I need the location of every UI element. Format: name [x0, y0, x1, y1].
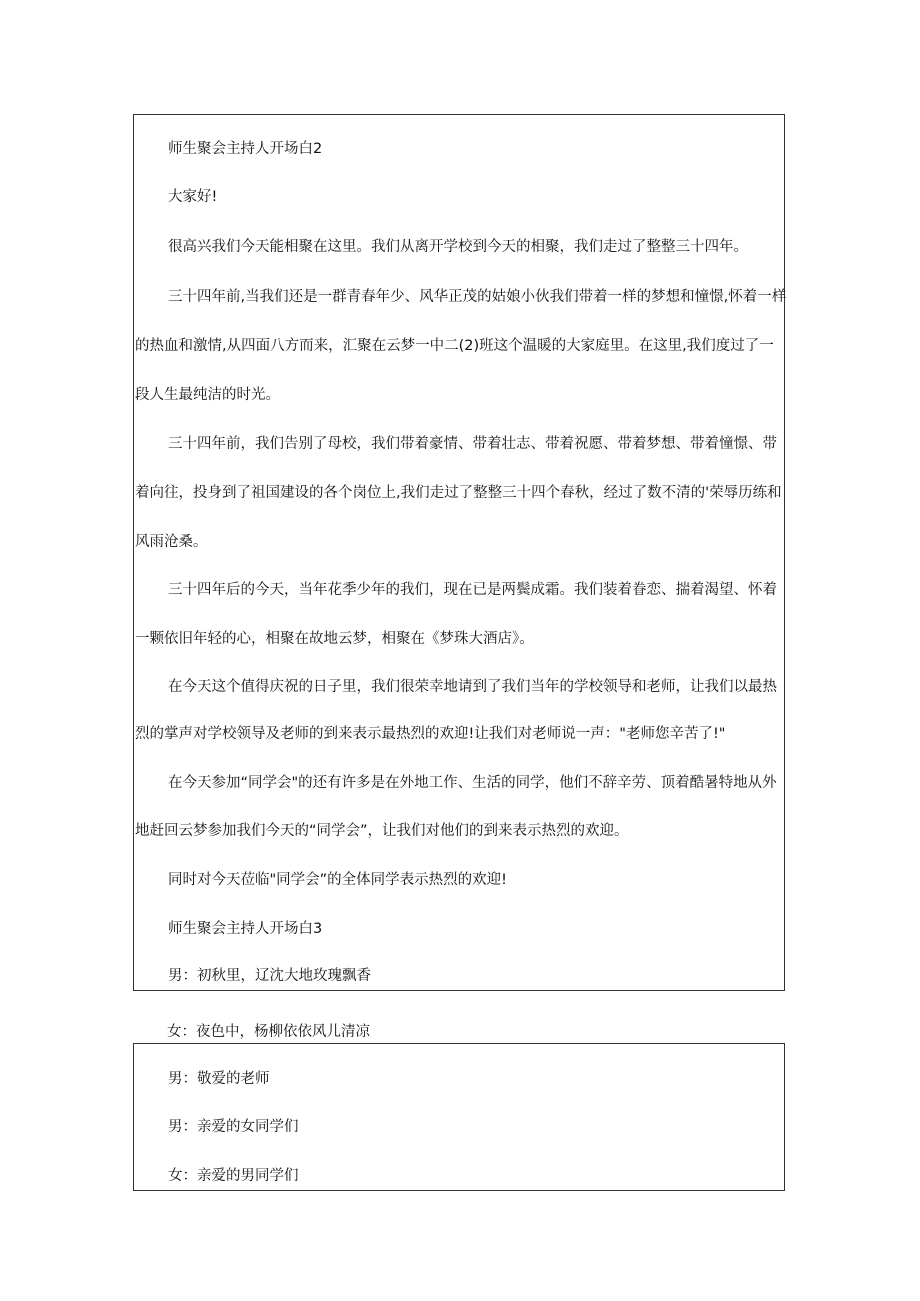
paragraph-line: 在今天参加“同学会"的还有许多是在外地工作、生活的同学，他们不辞辛劳、顶着酷暑特地从外 [168, 775, 777, 791]
dialogue-line: 女：夜色中，杨柳依依风儿清凉 [167, 1024, 370, 1040]
paragraph-line: 同时对今天莅临"同学会”的全体同学表示热烈的欢迎! [168, 872, 507, 888]
section-heading: 师生聚会主持人开场白3 [168, 921, 323, 937]
section-heading: 师生聚会主持人开场白2 [168, 141, 323, 157]
text-frame-1 [133, 114, 785, 991]
paragraph-line: 三十四年前，我们告别了母校，我们带着豪情、带着壮志、带着祝愿、带着梦想、带着憧憬、带 [168, 436, 777, 452]
paragraph-line: 在今天这个值得庆祝的日子里，我们很荣幸地请到了我们当年的学校领导和老师，让我们以最热 [168, 679, 777, 695]
paragraph-line: 段人生最纯洁的时光。 [135, 387, 280, 403]
paragraph-line: 的热血和激情,从四面八方而来，汇聚在云梦一中二(2)班这个温暖的大家庭里。在这里,我们度过了一 [135, 338, 774, 354]
paragraph-line: 大家好! [168, 189, 218, 205]
paragraph-line: 一颗依旧年轻的心，相聚在故地云梦，相聚在《梦珠大酒店》。 [135, 631, 534, 647]
text-frame-2 [133, 1043, 785, 1191]
paragraph-line: 很高兴我们今天能相聚在这里。我们从离开学校到今天的相聚，我们走过了整整三十四年。 [168, 239, 748, 255]
paragraph-line: 三十四年后的今天，当年花季少年的我们，现在已是两鬓成霜。我们装着眷恋、揣着渴望、怀着 [168, 582, 777, 598]
dialogue-line: 男：敬爱的老师 [168, 1071, 270, 1087]
dialogue-line: 男：亲爱的女同学们 [168, 1119, 299, 1135]
paragraph-line: 着向往，投身到了祖国建设的各个岗位上,我们走过了整整三十四个春秋，经过了数不清的'荣辱历练和 [135, 485, 782, 501]
paragraph-line: 风雨沧桑。 [135, 534, 208, 550]
paragraph-line: 地赶回云梦参加我们今天的“同学会”，让我们对他们的到来表示热烈的欢迎。 [135, 823, 629, 839]
paragraph-line: 三十四年前,当我们还是一群青春年少、风华正茂的姑娘小伙我们带着一样的梦想和憧憬,怀着一样 [168, 289, 787, 305]
dialogue-line: 女：亲爱的男同学们 [168, 1168, 299, 1184]
paragraph-line: 烈的掌声对学校领导及老师的到来表示最热烈的欢迎!让我们对老师说一声："老师您辛苦了!" [135, 726, 726, 742]
dialogue-line: 男：初秋里，辽沈大地玫瑰飘香 [168, 968, 371, 984]
